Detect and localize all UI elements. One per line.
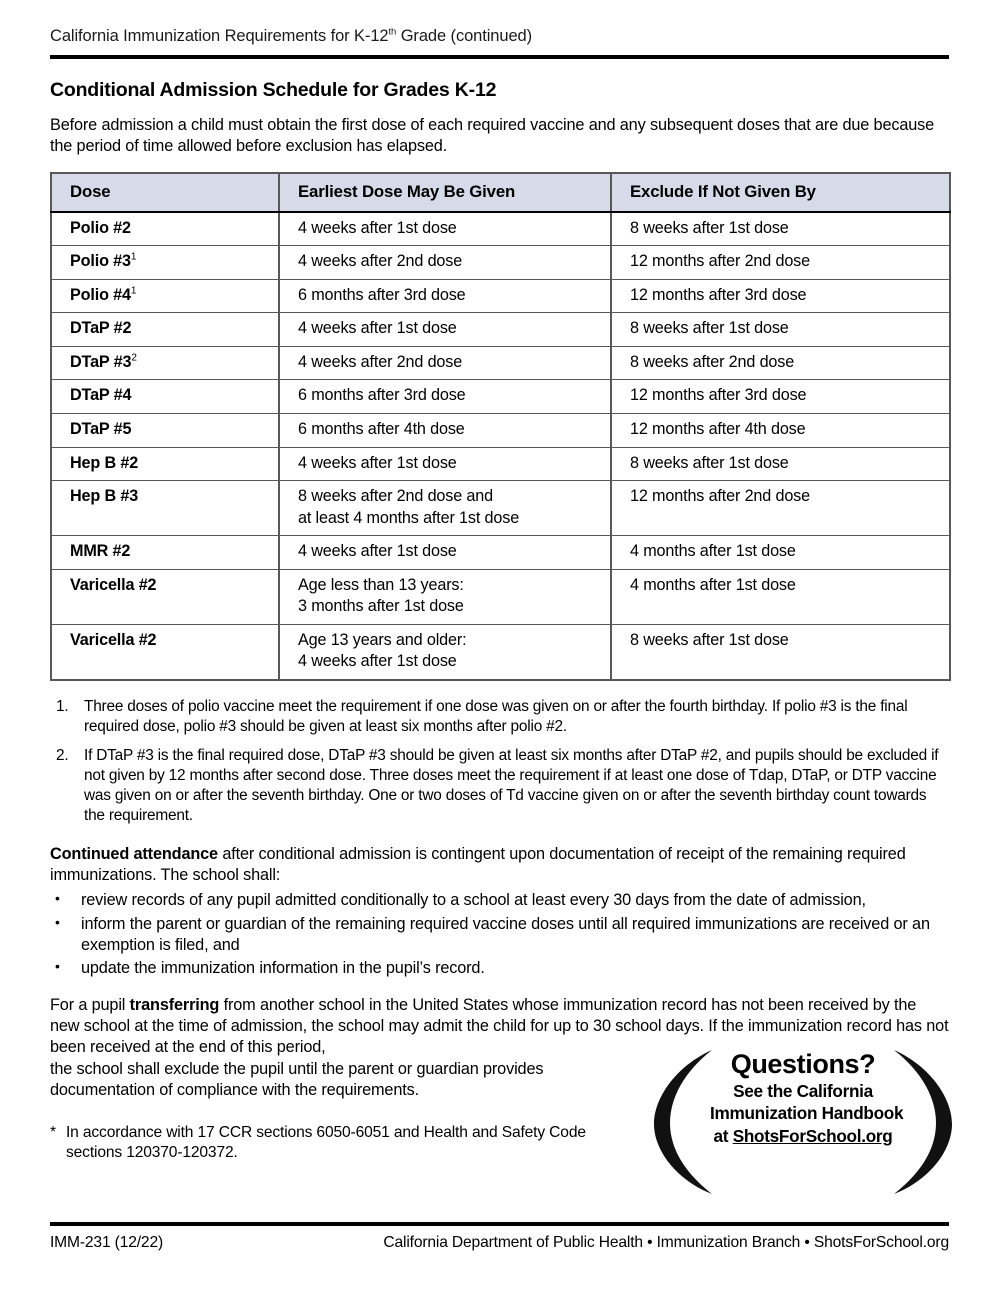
dose-footnote-marker: 1: [130, 251, 137, 263]
table-row: [51, 569, 950, 624]
dose-footnote-marker: 1: [130, 285, 137, 297]
dose-label: Polio #2: [70, 218, 131, 237]
cell-dose: [51, 569, 279, 624]
earliest-dose-line: 4 weeks after 1st dose: [298, 319, 457, 338]
earliest-dose-line: 4 weeks after 1st dose: [298, 652, 457, 671]
table-row: [51, 380, 950, 414]
dose-label: DTaP #2: [70, 319, 132, 338]
school-shall-bullet-list: [50, 890, 949, 979]
footnote-number: 1.: [56, 697, 69, 715]
questions-badge-text: [710, 1049, 904, 1148]
table-row: [51, 481, 950, 536]
earliest-dose-line: 6 months after 3rd dose: [298, 386, 466, 405]
cell-earliest-dose: [279, 569, 611, 624]
earliest-dose-line: Age 13 years and older:: [298, 630, 467, 649]
cell-exclude-by: 8 weeks after 2nd dose: [611, 346, 950, 380]
cell-earliest-dose: [279, 481, 611, 536]
running-header-text-post: Grade (continued): [396, 27, 532, 45]
dose-footnote-marker: 2: [131, 352, 137, 364]
intro-paragraph: Before admission a child must obtain the first dose of each required vaccine and any subsequent doses that are due because the period of time allowed before exclusion has elapsed.: [50, 116, 935, 155]
earliest-dose-line: 4 weeks after 1st dose: [298, 218, 457, 237]
shotsforschool-link[interactable]: ShotsForSchool.org: [732, 1126, 893, 1147]
header-rule: [50, 55, 949, 59]
bullet-icon: •: [55, 957, 60, 974]
cell-earliest-dose: [279, 212, 611, 246]
questions-badge-line3-pre: at: [713, 1126, 733, 1147]
cell-exclude-by: 12 months after 4th dose: [611, 413, 950, 447]
cell-exclude-by: 12 months after 2nd dose: [611, 246, 950, 280]
cell-dose: [51, 313, 279, 347]
list-item-text: review records of any pupil admitted conditionally to a school at least every 30 days from the date of admission,: [81, 891, 866, 910]
cell-exclude-by: 8 weeks after 1st dose: [611, 212, 950, 246]
legal-citation-note: [50, 1123, 610, 1164]
cell-earliest-dose: [279, 346, 611, 380]
cell-dose: [51, 279, 279, 313]
table-row: [51, 346, 950, 380]
bullet-icon: •: [55, 913, 60, 930]
footnote-list: [50, 697, 949, 826]
cell-dose: [51, 346, 279, 380]
list-item: [50, 890, 949, 911]
table-row: [51, 447, 950, 481]
list-item-text: inform the parent or guardian of the remaining required vaccine doses until all required immunizations are received or an exemption is filed, and: [81, 914, 930, 954]
dose-label: Varicella #2: [70, 575, 157, 594]
dose-label: DTaP #3: [70, 352, 132, 371]
running-header: [50, 0, 949, 46]
cell-dose: [51, 212, 279, 246]
running-header-superscript: th: [388, 26, 397, 38]
table-row: [51, 624, 950, 680]
cell-exclude-by: 12 months after 3rd dose: [611, 279, 950, 313]
bullet-icon: •: [55, 890, 60, 907]
conditional-admission-table: [50, 172, 951, 681]
questions-badge: [648, 1042, 958, 1202]
cell-earliest-dose: [279, 413, 611, 447]
cell-earliest-dose: [279, 279, 611, 313]
earliest-dose-line: 6 months after 3rd dose: [298, 285, 466, 304]
cell-earliest-dose: [279, 313, 611, 347]
footer-form-number: IMM-231 (12/22): [50, 1234, 164, 1251]
earliest-dose-line: 6 months after 4th dose: [298, 419, 465, 438]
footnote-text: Three doses of polio vaccine meet the requirement if one dose was given on or after the fourth birthday. If polio #3 is the final required dose, polio #3 should be given at least six months after polio #2.: [84, 697, 908, 735]
earliest-dose-line: 4 weeks after 2nd dose: [298, 252, 463, 271]
earliest-dose-line: 4 weeks after 2nd dose: [298, 352, 463, 371]
cell-dose: [51, 413, 279, 447]
cell-earliest-dose: [279, 536, 611, 570]
questions-badge-line2: Immunization Handbook: [710, 1103, 904, 1124]
transfer-part2: the school shall exclude the pupil until the parent or guardian provides documentation of compliance with the requirements.: [50, 1059, 544, 1099]
table-row: [51, 313, 950, 347]
earliest-dose-line: 8 weeks after 2nd dose and: [298, 487, 493, 506]
table-row: [51, 279, 950, 313]
cell-exclude-by: 8 weeks after 1st dose: [630, 630, 789, 649]
page-footer: [50, 1222, 949, 1252]
earliest-dose-line: 3 months after 1st dose: [298, 597, 464, 616]
footnote-number: 2.: [56, 746, 69, 764]
cell-earliest-dose: [279, 447, 611, 481]
running-header-text-pre: California Immunization Requirements for K-12: [50, 27, 389, 45]
earliest-dose-line: at least 4 months after 1st dose: [298, 508, 520, 527]
cell-exclude-by: 8 weeks after 1st dose: [611, 313, 950, 347]
questions-badge-line3: [710, 1125, 896, 1148]
dose-label: Hep B #2: [70, 453, 139, 472]
footnote-text: If DTaP #3 is the final required dose, DTaP #3 should be given at least six months after DTaP #2, and pupils should be excluded if not given by 12 months after second dose. Three doses meet the requirement if at least one dose of Tdap, DTaP, or DTP vaccine was given on or after the seventh birthday. One or two doses of Td vaccine given on or after the seventh birthday count towards the requirement.: [84, 746, 939, 824]
dose-label: DTaP #5: [70, 419, 132, 438]
crescent-left-icon: [650, 1048, 714, 1196]
table-row: [51, 246, 950, 280]
questions-badge-line1: See the California: [733, 1080, 873, 1101]
list-item: [50, 958, 949, 979]
transfer-part1: from another school in the United States whose immunization record has not been received by the new school at the time of admission, the school may admit the child for up to 30 school days. If the immunization record has not been received at the end of this period,: [50, 996, 949, 1057]
table-row: [51, 536, 950, 570]
dose-label: Hep B #3: [70, 487, 139, 506]
page-title: Conditional Admission Schedule for Grades K-12: [50, 79, 497, 101]
cell-exclude-by: 12 months after 3rd dose: [611, 380, 950, 414]
dose-label: Varicella #2: [70, 630, 157, 649]
table-row: [51, 413, 950, 447]
cell-exclude-by: 8 weeks after 1st dose: [611, 447, 950, 481]
earliest-dose-line: Age less than 13 years:: [298, 575, 464, 594]
asterisk-marker: *: [50, 1123, 56, 1141]
earliest-dose-line: 4 weeks after 1st dose: [298, 453, 457, 472]
cell-earliest-dose: [279, 380, 611, 414]
cell-exclude-by: 4 months after 1st dose: [611, 569, 950, 624]
table-row: [51, 212, 950, 246]
cell-dose: [51, 447, 279, 481]
dose-label: DTaP #4: [70, 386, 132, 405]
continued-attendance-rest: after conditional admission is contingent upon documentation of receipt of the remaining required immunizations. The school shall:: [50, 845, 906, 885]
footnote-item: [50, 697, 949, 737]
questions-badge-title: Questions?: [730, 1049, 876, 1079]
column-header-dose: Dose: [51, 173, 279, 211]
transfer-bold-word: transferring: [129, 996, 220, 1015]
table-header-row: [51, 173, 950, 211]
dose-label: Polio #3: [70, 252, 131, 271]
cell-dose: [51, 481, 279, 536]
cell-dose: [51, 624, 279, 680]
footer-rule: [50, 1222, 949, 1226]
cell-earliest-dose: [279, 246, 611, 280]
continued-attendance-paragraph: [50, 844, 949, 886]
list-item-text: update the immunization information in the pupil’s record.: [81, 958, 485, 977]
dose-label: Polio #4: [70, 285, 131, 304]
footer-agency-line: California Department of Public Health • Immunization Branch • ShotsForSchool.org: [383, 1234, 949, 1251]
cell-exclude-by: 4 months after 1st dose: [611, 536, 950, 570]
cell-dose: [51, 536, 279, 570]
earliest-dose-line: 4 weeks after 1st dose: [298, 542, 457, 561]
cell-dose: [51, 380, 279, 414]
continued-attendance-lead: Continued attendance: [50, 845, 218, 863]
cell-earliest-dose: [279, 624, 611, 680]
legal-citation-text: In accordance with 17 CCR sections 6050-6051 and Health and Safety Code sections 120370-120372.: [66, 1123, 586, 1162]
footnote-item: [50, 746, 949, 826]
column-header-earliest: Earliest Dose May Be Given: [279, 173, 611, 211]
transfer-pre: For a pupil: [50, 996, 130, 1015]
list-item: [50, 914, 949, 956]
dose-label: MMR #2: [70, 542, 131, 561]
cell-exclude-by: 12 months after 2nd dose: [611, 481, 950, 536]
cell-dose: [51, 246, 279, 280]
column-header-exclude: Exclude If Not Given By: [611, 173, 950, 211]
